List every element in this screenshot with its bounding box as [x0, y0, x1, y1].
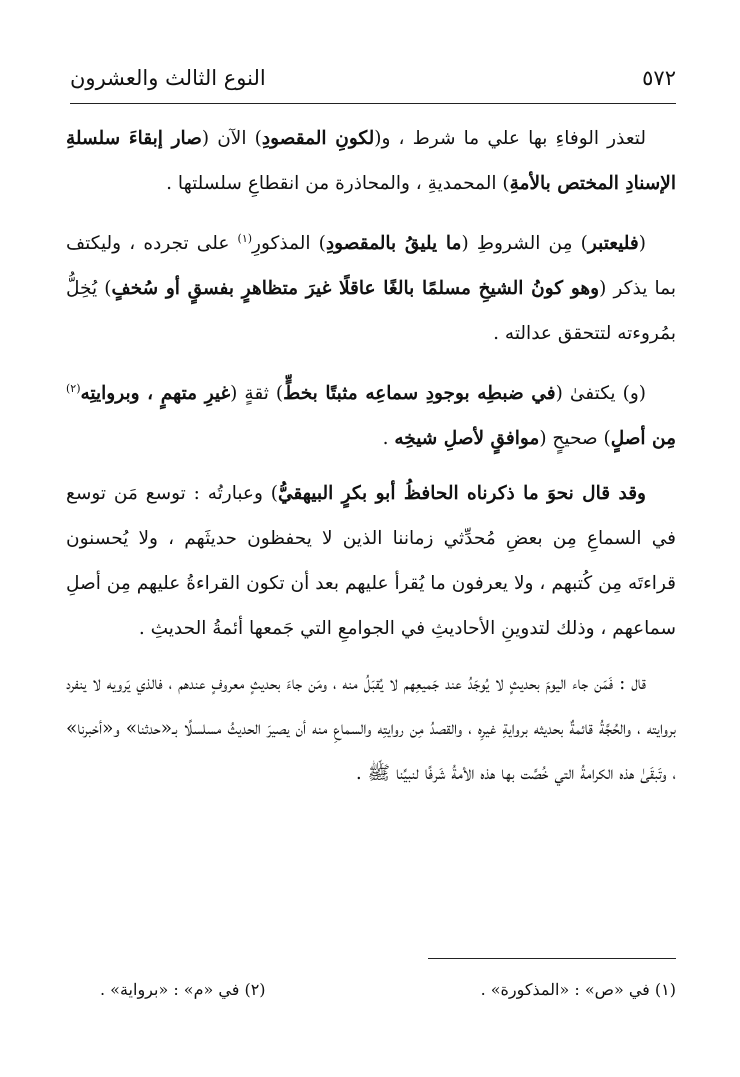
matn-text: صار إبقاءَ سلسلةِ الإسنادِ المختص بالأمةِ	[66, 128, 676, 194]
matn-text: غيرِ متهمٍ ، وبروايتِه	[80, 383, 231, 405]
sharh-text: (و) يكتفىٰ (	[555, 383, 646, 405]
sharh-text: (	[638, 233, 646, 255]
sharh-text: ) وعبارتُه : توسع مَن توسع في السماعِ مِن بعضِ مُحدِّثي زماننا الذين لا يحفظون حديثَهم ، ولا يُحسنون قراءتَه مِن كُتبهم ، ولا يعرفون ما يُقرأ عليهم بعد أن تكون القراءةُ عليهم مِن أصلِ سماعهم ، وذلك لتدوينِ الأحاديثِ في الجوامعِ التي جَمعها أئمةُ الحديثِ .	[66, 483, 676, 640]
matn-text: وهو كونُ الشيخِ مسلمًا بالغًا عاقلًا غيرَ متظاهرٍ بفسقٍ أو سُخفٍ	[111, 278, 600, 300]
page-number: ٥٧٢	[642, 66, 676, 90]
paragraph	[66, 366, 676, 461]
footnote-ref: (١)	[237, 232, 253, 245]
sharh-text: قال : فَمَن جاء اليومَ بحديثٍ لا يُوجَدُ عند جَميعِهم لا يُقبَلُ منه ، ومَن جاءَ بحديثٍ معروفٍ عندهم ، فالذي يَرويه لا ينفرد بروايته ، والحُجَّةُ قائمةٌ بحديثه بروايةِ غيرِه ، والقصدُ مِن روايتِه والسماعِ منه أن يصيرَ الحديثُ مسلسلًا بـ«حدثنا» و«أخبرنا» ، وتَبقَىٰ هذه الكرامةُ التي خُصَّت بها هذه الأمةُ شَرفًا لنبيِّنا ﷺ .	[66, 673, 676, 785]
header-divider	[70, 103, 676, 104]
sharh-text: ) المذكورِ	[252, 233, 326, 255]
paragraph	[66, 661, 676, 796]
sharh-text: ) ثقةٍ (	[230, 383, 284, 405]
matn-text: موافقٍ لأصلِ شيخِه	[394, 428, 540, 450]
matn-text: في ضبطِه بوجودِ سماعِه مثبتًا بخطٍّ	[283, 383, 556, 405]
paragraph	[66, 116, 676, 206]
matn-text: مِن أصلٍ	[610, 428, 676, 450]
footnote-divider	[428, 958, 676, 959]
paragraph	[66, 471, 676, 651]
sharh-text: ) المحمديةِ ، والمحاذرة من انقطاعِ سلسلتها .	[166, 173, 510, 194]
sharh-text: لتعذر الوفاءِ بها علي ما شرط ، و(	[374, 128, 646, 149]
sharh-text: ) مِن الشروطِ (	[461, 233, 588, 255]
sharh-text: .	[382, 428, 395, 450]
paragraph	[66, 216, 676, 356]
matn-text: ما يليقُ بالمقصودِ	[325, 233, 462, 255]
running-header	[70, 58, 676, 98]
matn-text: لكونِ المقصودِ	[261, 128, 375, 149]
matn-text: وقد قال نحوَ ما ذكرناه الحافظُ أبو بكرٍ البيهقيُّ	[277, 483, 646, 505]
sharh-text: ) صحيحٍ (	[539, 428, 611, 450]
footnotes	[100, 980, 676, 999]
sharh-text: ) يُخِلُّ بمُروءته لتتحقق عدالته .	[66, 278, 676, 345]
chapter-title: النوع الثالث والعشرون	[70, 66, 266, 90]
sharh-text: ) الآن (	[201, 128, 262, 149]
footnote-ref: (٢)	[66, 382, 81, 396]
matn-text: فليعتبر	[587, 233, 639, 255]
footnote-2: (٢) في «م» : «برواية» .	[100, 980, 266, 999]
footnote-1: (١) في «ص» : «المذكورة» .	[480, 980, 676, 999]
sharh-text: على تجرده ، وليكتف بما يذكر (	[66, 233, 676, 300]
main-text	[66, 116, 676, 806]
